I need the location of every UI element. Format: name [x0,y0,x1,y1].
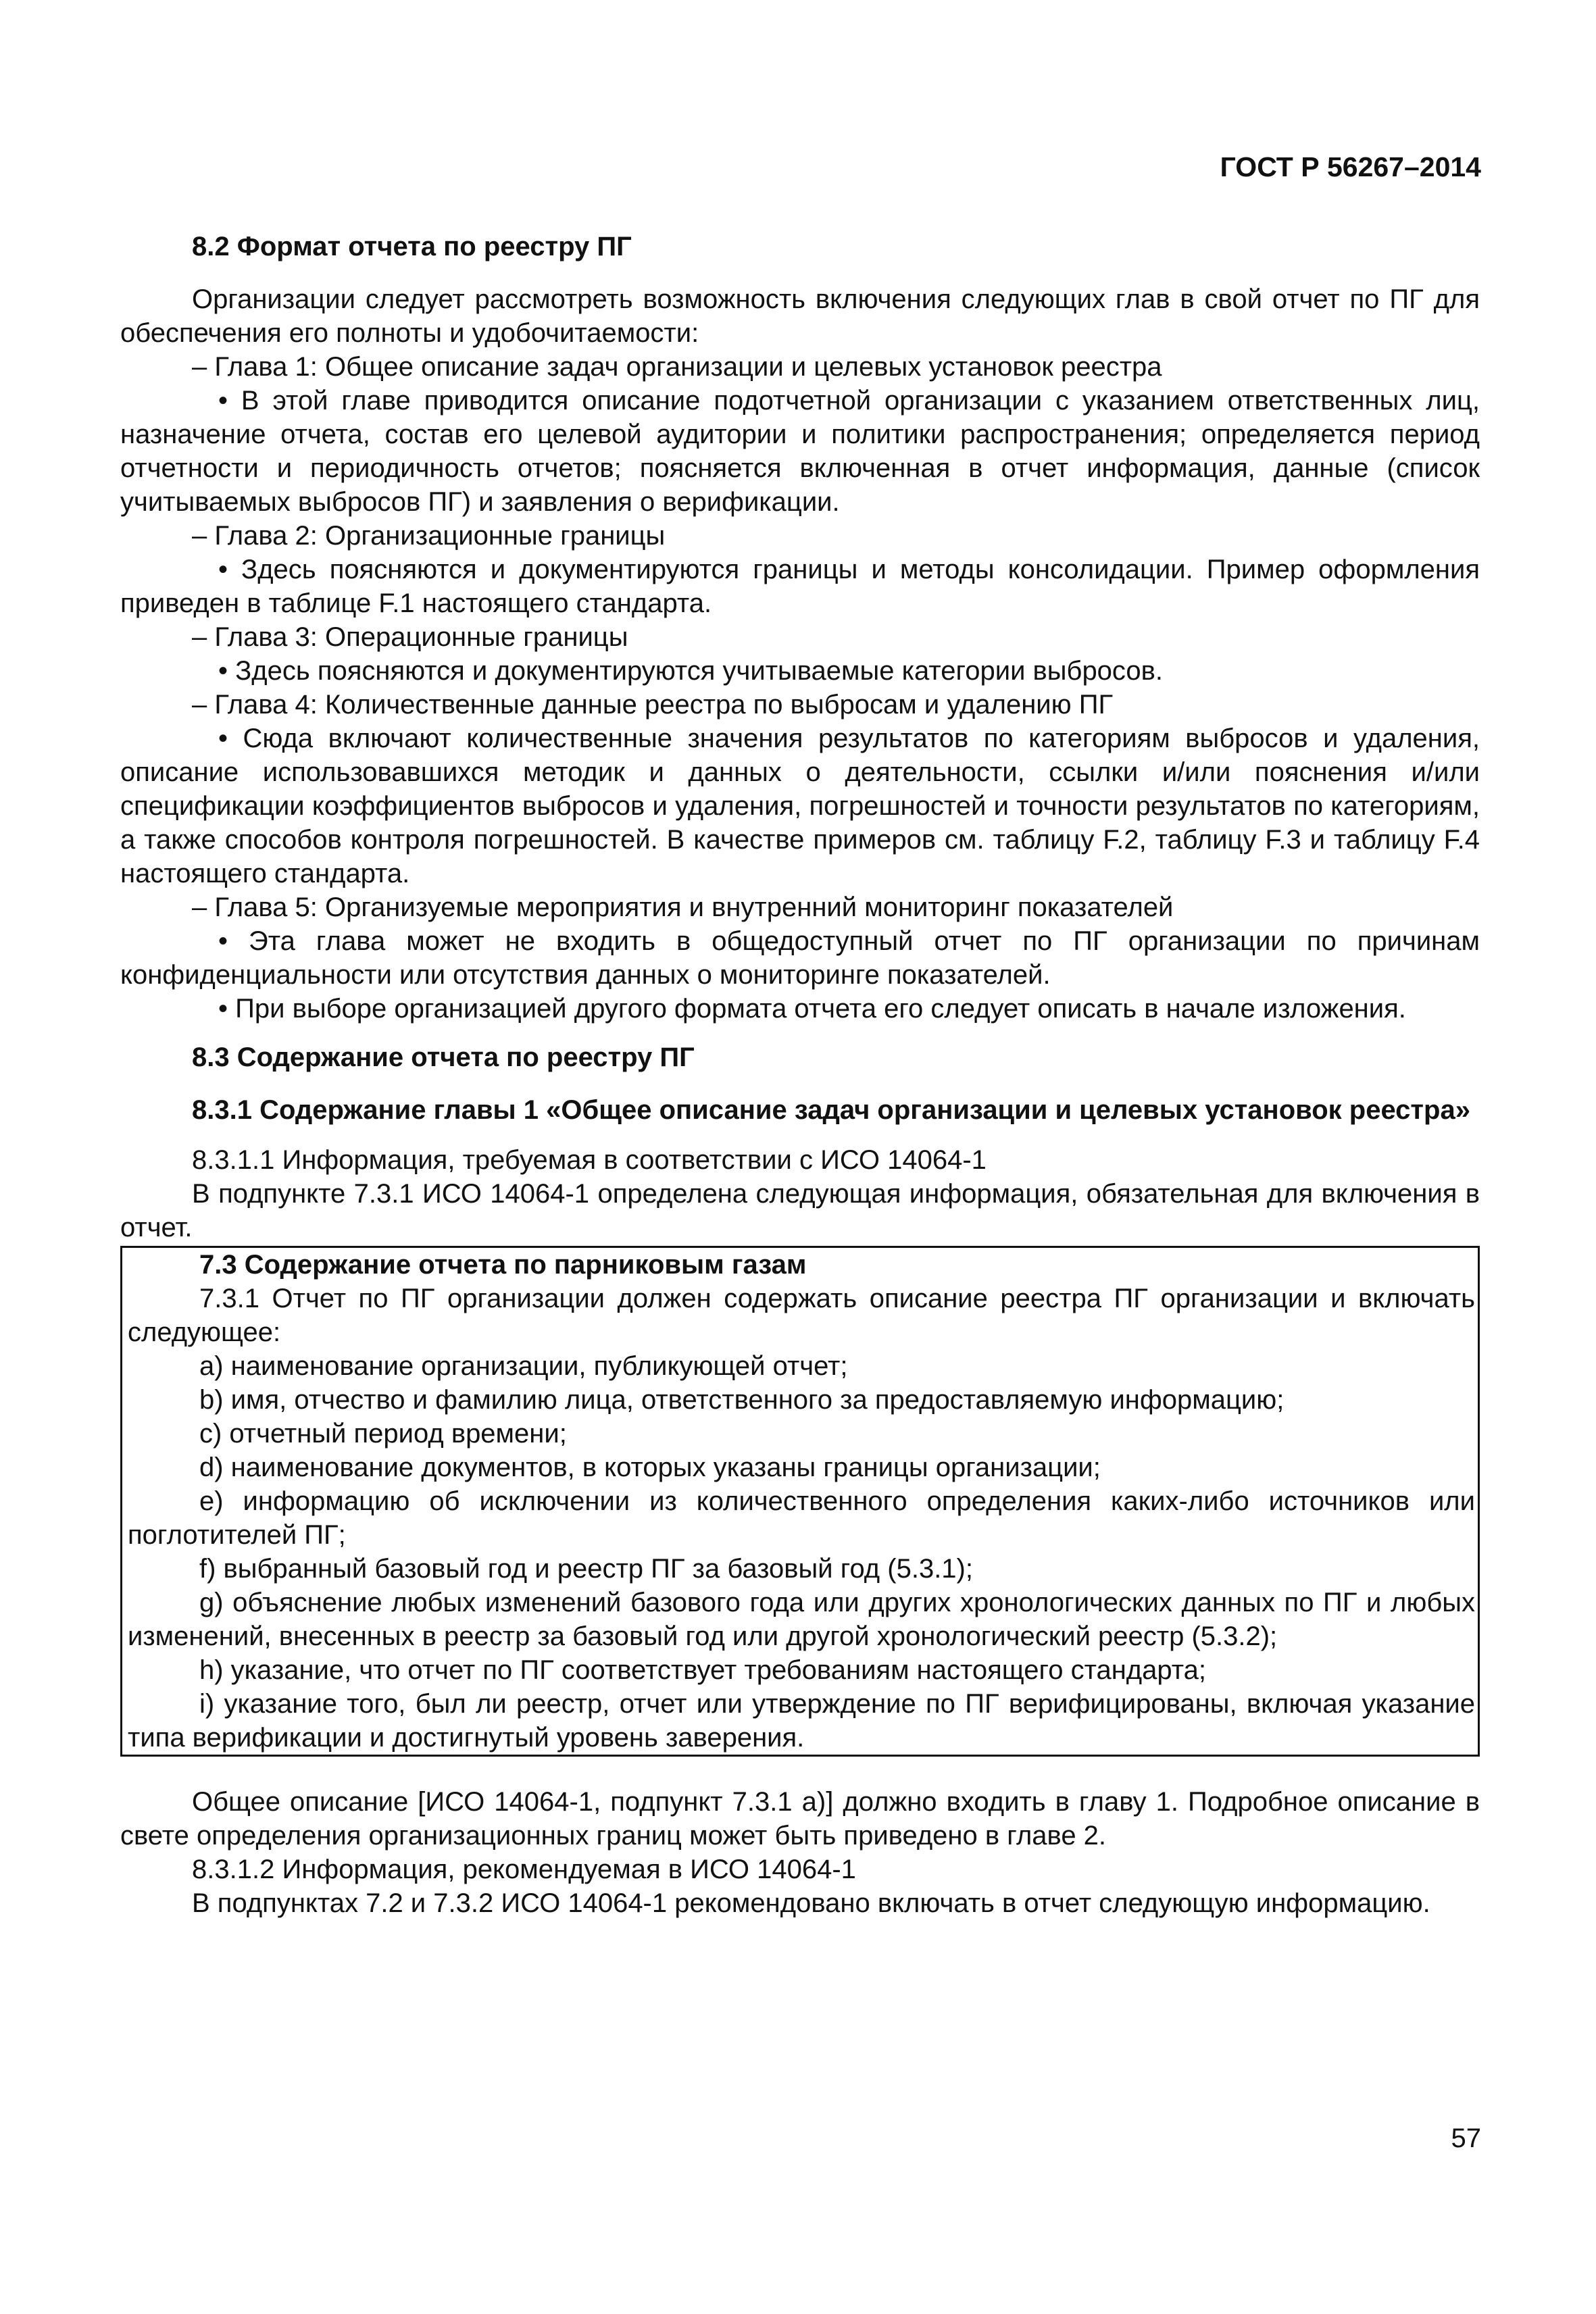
chapter-1-item: – Глава 1: Общее описание задач организации и целевых установок реестра [192,352,1162,382]
bullet-item: • В этой главе приводится описание подотчетной организации с указанием ответственных лиц, назначение отчета, состав его целевой аудитории и политики распространения; определяется период отчетности и периодичность отчетов; поясняется включенная в отчет информация, данные (список учитываемых выбросов ПГ) и заявления о верификации. [120,386,1480,517]
bullet-item: • Здесь поясняются и документируются учитываемые категории выбросов. [218,656,1163,686]
bullet-item: • При выборе организацией другого формата отчета его следует описать в начале изложения. [218,994,1406,1024]
box-list-item: e) информацию об исключении из количественного определения каких-либо источников или поглотителей ПГ; [128,1486,1475,1550]
paragraph: Общее описание [ИСО 14064-1, подпункт 7.3.1 а)] должно входить в главу 1. Подробное описание в свете определения организационных границ может быть приведено в главе 2. [120,1787,1480,1851]
page-number: 57 [1451,2123,1481,2153]
box-title: 7.3 Содержание отчета по парниковым газам [199,1250,807,1280]
chapter-3-item: – Глава 3: Операционные границы [192,622,628,652]
box-list-item: h) указание, что отчет по ПГ соответствует требованиям настоящего стандарта; [199,1655,1206,1685]
box-list-item: f) выбранный базовый год и реестр ПГ за базовый год (5.3.1); [199,1554,973,1584]
bullet-item: • Здесь поясняются и документируются границы и методы консолидации. Пример оформления приведен в таблице F.1 настоящего стандарта. [120,555,1480,618]
paragraph: 8.3.1.1 Информация, требуемая в соответствии с ИСО 14064-1 [192,1145,987,1175]
box-list-item: b) имя, отчество и фамилию лица, ответственного за предоставляемую информацию; [199,1385,1285,1415]
chapter-2-item: – Глава 2: Организационные границы [192,521,666,551]
bullet-item: • Сюда включают количественные значения результатов по категориям выбросов и удаления, описание использовавшихся методик и данных о деятельности, ссылки и/или пояснения и/или спецификации коэффициентов выбросов и удаления, погрешностей и точности результатов по категориям, а также способов контроля погрешностей. В качестве примеров см. таблицу F.2, таблицу F.3 и таблицу F.4 настоящего стандарта. [120,724,1480,888]
paragraph: В подпункте 7.3.1 ИСО 14064-1 определена следующая информация, обязательная для включения в отчет. [120,1179,1480,1242]
quoted-standard-box [120,1246,1480,1757]
paragraph: Организации следует рассмотреть возможность включения следующих глав в свой отчет по ПГ для обеспечения его полноты и удобочитаемости: [120,284,1480,348]
box-intro: 7.3.1 Отчет по ПГ организации должен содержать описание реестра ПГ организации и включать следующее: [128,1284,1475,1347]
chapter-4-item: – Глава 4: Количественные данные реестра по выбросам и удалению ПГ [192,690,1114,720]
box-list-item: i) указание того, был ли реестр, отчет или утверждение по ПГ верифицированы, включая указание типа верификации и достигнутый уровень заверения. [128,1689,1475,1753]
paragraph: В подпунктах 7.2 и 7.3.2 ИСО 14064-1 рекомендовано включать в отчет следующую информацию. [192,1888,1430,1918]
chapter-5-item: – Глава 5: Организуемые мероприятия и внутренний мониторинг показателей [192,892,1174,922]
box-list-item: g) объяснение любых изменений базового года или других хронологических данных по ПГ и любых изменений, внесенных в реестр за базовый год или другой хронологический реестр (5.3.2); [128,1588,1475,1651]
section-8-2-title: 8.2 Формат отчета по реестру ПГ [192,232,632,261]
bullet-item: • Эта глава может не входить в общедоступный отчет по ПГ организации по причинам конфиденциальности или отсутствия данных о мониторинге показателей. [120,926,1480,990]
document-body [120,230,1480,1920]
box-list-item: c) отчетный период времени; [199,1419,567,1449]
document-header-id: ГОСТ Р 56267–2014 [1220,151,1481,182]
section-8-3-1-title: 8.3.1 Содержание главы 1 «Общее описание задач организации и целевых установок реестра» [192,1095,1470,1125]
section-8-3-title: 8.3 Содержание отчета по реестру ПГ [192,1042,695,1072]
paragraph: 8.3.1.2 Информация, рекомендуемая в ИСО 14064-1 [192,1855,856,1884]
box-list-item: d) наименование документов, в которых указаны границы организации; [199,1453,1101,1482]
box-list-item: a) наименование организации, публикующей отчет; [199,1351,848,1381]
